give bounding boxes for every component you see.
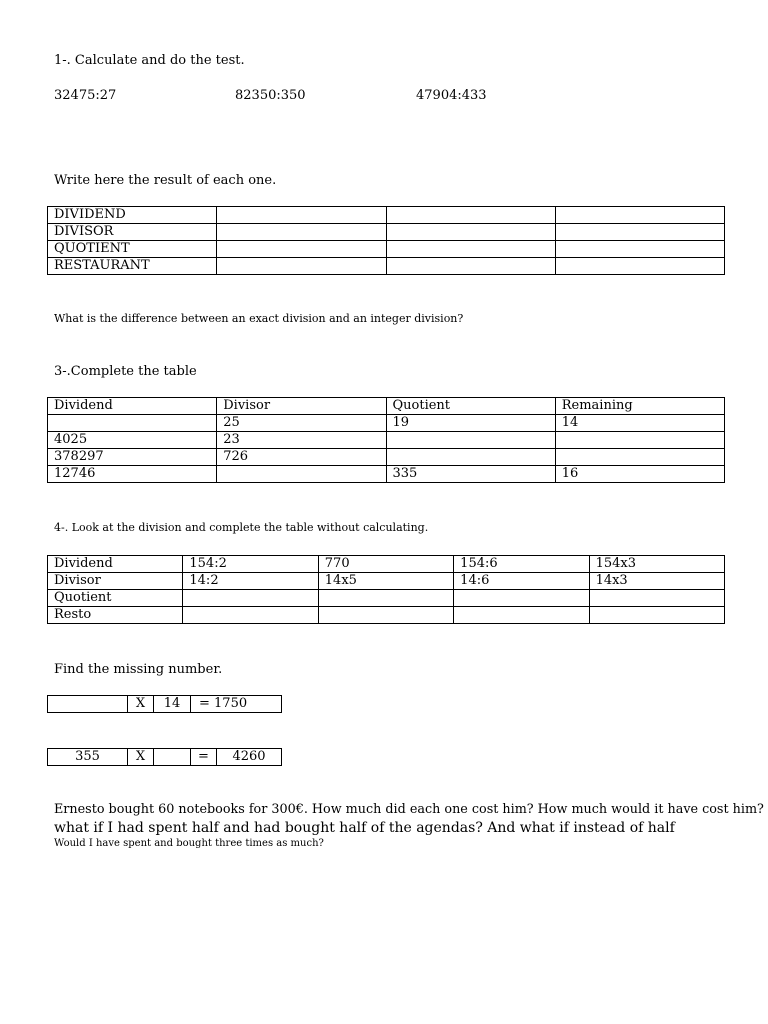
table-row <box>48 556 725 573</box>
table-cell: 14:6 <box>454 573 589 590</box>
problem-line-3: Would I have spent and bought three times as much? <box>54 838 324 849</box>
answer-cell[interactable] <box>386 241 555 258</box>
table-cell: 4025 <box>48 432 217 449</box>
division-3: 47904:433 <box>416 88 487 103</box>
answer-cell[interactable] <box>589 607 724 624</box>
section1-instruction: Write here the result of each one. <box>54 173 277 188</box>
column-header: Dividend <box>48 398 217 415</box>
results-table <box>47 206 725 275</box>
answer-cell[interactable] <box>318 607 453 624</box>
row-label: Resto <box>48 607 183 624</box>
row-label: DIVIDEND <box>48 207 217 224</box>
result-cell: 4260 <box>217 749 282 766</box>
table-row <box>48 224 725 241</box>
answer-cell[interactable] <box>217 207 386 224</box>
table-row <box>48 415 725 432</box>
problem-line-2: what if I had spent half and had bought half of the agendas? And what if instead of half <box>54 820 675 836</box>
table-row <box>48 241 725 258</box>
problem-line-1: Ernesto bought 60 notebooks for 300€. How much did each one cost him? How much would it have cost him? <box>54 802 764 817</box>
table-cell: 154x3 <box>589 556 724 573</box>
table-cell: 154:2 <box>183 556 318 573</box>
section4-heading: 4-. Look at the division and complete the table without calculating. <box>54 521 429 534</box>
operator-cell: X <box>128 696 154 713</box>
column-header: Divisor <box>217 398 386 415</box>
table-cell[interactable] <box>217 466 386 483</box>
division-question: What is the difference between an exact division and an integer division? <box>54 312 464 325</box>
table-cell[interactable] <box>555 449 724 466</box>
missing-number-row-1 <box>47 695 282 713</box>
table-row <box>48 432 725 449</box>
number-cell: 355 <box>48 749 128 766</box>
answer-cell[interactable] <box>217 224 386 241</box>
table-cell: 726 <box>217 449 386 466</box>
blank-cell[interactable] <box>48 696 128 713</box>
answer-cell[interactable] <box>454 590 589 607</box>
table-row <box>48 207 725 224</box>
row-label: Quotient <box>48 590 183 607</box>
table-cell: 14x3 <box>589 573 724 590</box>
row-label: DIVISOR <box>48 224 217 241</box>
section3-heading: 3-.Complete the table <box>54 364 197 379</box>
answer-cell[interactable] <box>318 590 453 607</box>
blank-cell[interactable] <box>154 749 191 766</box>
table-row <box>48 749 282 766</box>
answer-cell[interactable] <box>183 607 318 624</box>
missing-number-row-2 <box>47 748 282 766</box>
table-cell: 16 <box>555 466 724 483</box>
result-cell: = 1750 <box>191 696 282 713</box>
operator-cell: X <box>128 749 154 766</box>
table-cell[interactable] <box>386 449 555 466</box>
answer-cell[interactable] <box>555 207 724 224</box>
answer-cell[interactable] <box>217 258 386 275</box>
answer-cell[interactable] <box>454 607 589 624</box>
table-row <box>48 696 282 713</box>
answer-cell[interactable] <box>589 590 724 607</box>
equals-cell: = <box>191 749 217 766</box>
row-label: QUOTIENT <box>48 241 217 258</box>
row-label: RESTAURANT <box>48 258 217 275</box>
table-cell: 14 <box>555 415 724 432</box>
table-row <box>48 607 725 624</box>
table-cell: 154:6 <box>454 556 589 573</box>
table-cell[interactable] <box>386 432 555 449</box>
division-look-table <box>47 555 725 624</box>
answer-cell[interactable] <box>217 241 386 258</box>
answer-cell[interactable] <box>555 258 724 275</box>
table-row <box>48 449 725 466</box>
table-cell: 378297 <box>48 449 217 466</box>
table-row <box>48 573 725 590</box>
answer-cell[interactable] <box>386 224 555 241</box>
row-label: Divisor <box>48 573 183 590</box>
table-cell[interactable] <box>48 415 217 432</box>
table-header-row <box>48 398 725 415</box>
table-cell: 335 <box>386 466 555 483</box>
column-header: Quotient <box>386 398 555 415</box>
answer-cell[interactable] <box>386 258 555 275</box>
table-row <box>48 466 725 483</box>
complete-table <box>47 397 725 483</box>
table-cell[interactable] <box>555 432 724 449</box>
answer-cell[interactable] <box>386 207 555 224</box>
section5-heading: Find the missing number. <box>54 662 223 677</box>
answer-cell[interactable] <box>555 224 724 241</box>
answer-cell[interactable] <box>555 241 724 258</box>
answer-cell[interactable] <box>183 590 318 607</box>
table-row <box>48 258 725 275</box>
number-cell: 14 <box>154 696 191 713</box>
section1-heading: 1-. Calculate and do the test. <box>54 53 245 68</box>
table-cell: 19 <box>386 415 555 432</box>
table-cell: 12746 <box>48 466 217 483</box>
table-cell: 770 <box>318 556 453 573</box>
table-cell: 25 <box>217 415 386 432</box>
table-cell: 14:2 <box>183 573 318 590</box>
table-cell: 23 <box>217 432 386 449</box>
row-label: Dividend <box>48 556 183 573</box>
table-cell: 14x5 <box>318 573 453 590</box>
division-2: 82350:350 <box>235 88 306 103</box>
column-header: Remaining <box>555 398 724 415</box>
table-row <box>48 590 725 607</box>
division-1: 32475:27 <box>54 88 117 103</box>
